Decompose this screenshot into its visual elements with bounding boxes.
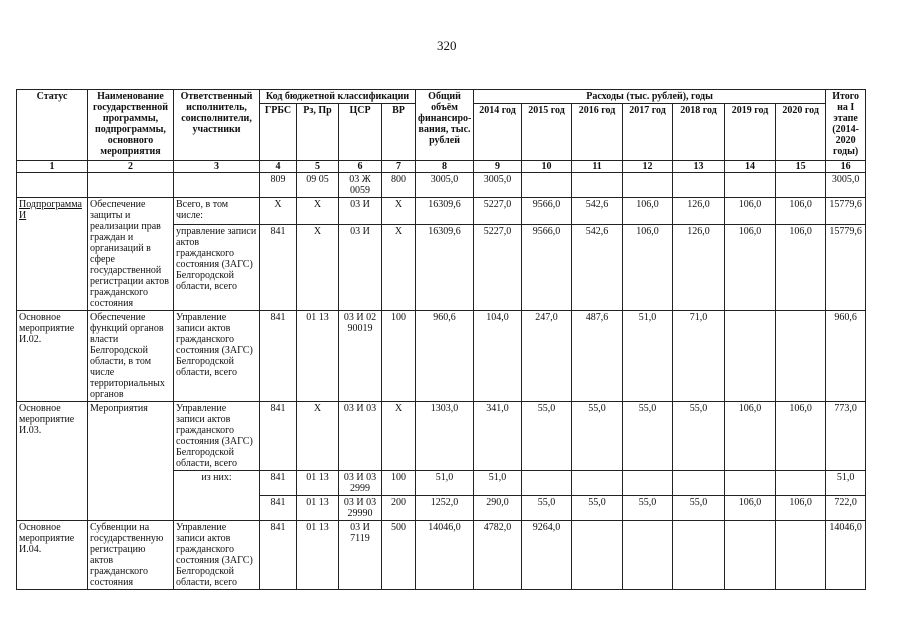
col-number: 15 — [776, 161, 826, 173]
cell-year: 106,0 — [776, 496, 826, 521]
table-row — [17, 198, 866, 225]
cell-year — [725, 173, 776, 198]
cell-grbs: 809 — [260, 173, 297, 198]
cell-year: 106,0 — [776, 198, 826, 225]
cell-year — [673, 173, 725, 198]
header-budget-code: Код бюджетной классификации — [260, 90, 416, 104]
table-row — [17, 173, 866, 198]
cell-name: Обеспечение функций органов власти Белгородской области, в том числе территориальных органов — [88, 311, 174, 402]
cell-year: 55,0 — [522, 496, 572, 521]
cell-itog: 773,0 — [826, 402, 866, 471]
cell-grbs: 841 — [260, 225, 297, 311]
header-stage-total: Итого на I этапе (2014-2020 годы) — [826, 90, 866, 161]
cell-status: Основное мероприятие И.04. — [17, 521, 88, 590]
header-grbs: ГРБС — [260, 104, 297, 161]
header-status: Статус — [17, 90, 88, 161]
cell-vr: 100 — [382, 311, 416, 402]
cell-year: 55,0 — [572, 402, 623, 471]
cell-name: Мероприятия — [88, 402, 174, 521]
cell-rzpr: 09 05 — [297, 173, 339, 198]
cell-rzpr: 01 13 — [297, 496, 339, 521]
header-executor: Ответственный исполнитель, соисполнители, участники — [174, 90, 260, 161]
cell-year: 106,0 — [776, 225, 826, 311]
cell-year: 9566,0 — [522, 198, 572, 225]
cell-executor: управление записи актов гражданского состояния (ЗАГС) Белгородской области, всего — [174, 225, 260, 311]
cell-rzpr: 01 13 — [297, 521, 339, 590]
cell-rzpr: Х — [297, 402, 339, 471]
budget-table — [16, 89, 866, 590]
col-number: 1 — [17, 161, 88, 173]
cell-total: 16309,6 — [416, 198, 474, 225]
cell-executor: Управление записи актов гражданского состояния (ЗАГС) Белгородской области, всего — [174, 521, 260, 590]
header-year: 2019 год — [725, 104, 776, 161]
cell-status: Основное мероприятие И.02. — [17, 311, 88, 402]
cell-itog: 51,0 — [826, 471, 866, 496]
col-number: 3 — [174, 161, 260, 173]
cell-total: 16309,6 — [416, 225, 474, 311]
cell-year: 542,6 — [572, 198, 623, 225]
cell-year: 106,0 — [725, 496, 776, 521]
cell-year: 71,0 — [673, 311, 725, 402]
header-year: 2015 год — [522, 104, 572, 161]
cell-vr: 200 — [382, 496, 416, 521]
col-number: 14 — [725, 161, 776, 173]
col-number: 16 — [826, 161, 866, 173]
cell-year — [572, 521, 623, 590]
cell-executor — [174, 173, 260, 198]
cell-csr: 03 И 02 90019 — [339, 311, 382, 402]
cell-status — [17, 173, 88, 198]
cell-itog: 722,0 — [826, 496, 866, 521]
header-rzpr: Рз, Пр — [297, 104, 339, 161]
cell-year — [623, 521, 673, 590]
cell-vr: 800 — [382, 173, 416, 198]
cell-year: 106,0 — [776, 402, 826, 471]
cell-rzpr: 01 13 — [297, 471, 339, 496]
cell-year: 106,0 — [725, 402, 776, 471]
cell-year — [725, 521, 776, 590]
cell-year: 3005,0 — [474, 173, 522, 198]
cell-year — [572, 471, 623, 496]
col-number: 7 — [382, 161, 416, 173]
cell-year: 290,0 — [474, 496, 522, 521]
header-expenses: Расходы (тыс. рублей), годы — [474, 90, 826, 104]
cell-year: 341,0 — [474, 402, 522, 471]
cell-grbs: 841 — [260, 311, 297, 402]
cell-year: 126,0 — [673, 225, 725, 311]
col-number: 9 — [474, 161, 522, 173]
cell-year — [522, 471, 572, 496]
cell-csr: 03 И 03 2999 — [339, 471, 382, 496]
cell-csr: 03 Ж 0059 — [339, 173, 382, 198]
header-csr: ЦСР — [339, 104, 382, 161]
cell-year: 106,0 — [725, 225, 776, 311]
cell-year: 9566,0 — [522, 225, 572, 311]
cell-year: 9264,0 — [522, 521, 572, 590]
cell-year — [725, 471, 776, 496]
cell-csr: 03 И — [339, 198, 382, 225]
cell-year — [522, 173, 572, 198]
cell-year: 51,0 — [474, 471, 522, 496]
cell-name: Субвенции на государственную регистрацию актов гражданского состояния — [88, 521, 174, 590]
cell-year: 55,0 — [623, 402, 673, 471]
header-vr: ВР — [382, 104, 416, 161]
header-year: 2017 год — [623, 104, 673, 161]
cell-grbs: Х — [260, 198, 297, 225]
cell-vr: Х — [382, 402, 416, 471]
cell-name: Обеспечение защиты и реализации прав граждан и организаций в сфере государственной регистрации актов гражданского состояния — [88, 198, 174, 311]
col-number: 5 — [297, 161, 339, 173]
cell-year: 126,0 — [673, 198, 725, 225]
header-year: 2016 год — [572, 104, 623, 161]
cell-year: 55,0 — [572, 496, 623, 521]
cell-status: Подпрограмма И — [17, 198, 88, 311]
cell-year: 55,0 — [522, 402, 572, 471]
page-number: 320 — [437, 38, 457, 53]
cell-itog: 15779,6 — [826, 198, 866, 225]
table-row — [17, 521, 866, 590]
cell-year: 5227,0 — [474, 198, 522, 225]
cell-year — [776, 471, 826, 496]
cell-executor: Управление записи актов гражданского состояния (ЗАГС) Белгородской области, всего — [174, 311, 260, 402]
cell-executor: из них: — [174, 471, 260, 521]
cell-total: 14046,0 — [416, 521, 474, 590]
header-year: 2014 год — [474, 104, 522, 161]
header-name: Наименование государственной программы, подпрограммы, основного мероприятия — [88, 90, 174, 161]
col-number: 6 — [339, 161, 382, 173]
cell-itog: 3005,0 — [826, 173, 866, 198]
cell-csr: 03 И 03 — [339, 402, 382, 471]
cell-year: 542,6 — [572, 225, 623, 311]
cell-rzpr: 01 13 — [297, 311, 339, 402]
cell-rzpr: Х — [297, 225, 339, 311]
cell-vr: Х — [382, 225, 416, 311]
column-number-row — [17, 161, 866, 173]
table-row — [17, 402, 866, 471]
cell-grbs: 841 — [260, 402, 297, 471]
cell-year: 55,0 — [673, 496, 725, 521]
cell-vr: 500 — [382, 521, 416, 590]
col-number: 10 — [522, 161, 572, 173]
cell-total: 3005,0 — [416, 173, 474, 198]
col-number: 4 — [260, 161, 297, 173]
header-year: 2018 год — [673, 104, 725, 161]
cell-name — [88, 173, 174, 198]
cell-total: 960,6 — [416, 311, 474, 402]
cell-itog: 14046,0 — [826, 521, 866, 590]
cell-total: 1303,0 — [416, 402, 474, 471]
cell-itog: 15779,6 — [826, 225, 866, 311]
cell-itog: 960,6 — [826, 311, 866, 402]
cell-year: 487,6 — [572, 311, 623, 402]
cell-year: 4782,0 — [474, 521, 522, 590]
cell-year — [673, 521, 725, 590]
cell-year: 106,0 — [623, 225, 673, 311]
cell-total: 1252,0 — [416, 496, 474, 521]
cell-year — [623, 471, 673, 496]
cell-status: Основное мероприятие И.03. — [17, 402, 88, 521]
cell-year — [776, 521, 826, 590]
cell-csr: 03 И 03 29990 — [339, 496, 382, 521]
cell-csr: 03 И 7119 — [339, 521, 382, 590]
cell-year — [776, 311, 826, 402]
cell-year: 55,0 — [673, 402, 725, 471]
cell-grbs: 841 — [260, 471, 297, 496]
col-number: 2 — [88, 161, 174, 173]
cell-year — [725, 311, 776, 402]
cell-total: 51,0 — [416, 471, 474, 496]
table-row — [17, 311, 866, 402]
cell-year: 106,0 — [623, 198, 673, 225]
col-number: 8 — [416, 161, 474, 173]
cell-vr: 100 — [382, 471, 416, 496]
col-number: 11 — [572, 161, 623, 173]
cell-year: 51,0 — [623, 311, 673, 402]
cell-executor: Управление записи актов гражданского состояния (ЗАГС) Белгородской области, всего — [174, 402, 260, 471]
cell-rzpr: Х — [297, 198, 339, 225]
cell-year: 247,0 — [522, 311, 572, 402]
header-year: 2020 год — [776, 104, 826, 161]
cell-year: 5227,0 — [474, 225, 522, 311]
cell-year — [623, 173, 673, 198]
cell-vr: Х — [382, 198, 416, 225]
cell-year — [572, 173, 623, 198]
cell-year: 104,0 — [474, 311, 522, 402]
header-total: Общий объём финансиро-вания, тыс. рублей — [416, 90, 474, 161]
cell-year: 55,0 — [623, 496, 673, 521]
cell-year — [673, 471, 725, 496]
cell-csr: 03 И — [339, 225, 382, 311]
col-number: 12 — [623, 161, 673, 173]
cell-executor: Всего, в том числе: — [174, 198, 260, 225]
col-number: 13 — [673, 161, 725, 173]
cell-grbs: 841 — [260, 496, 297, 521]
cell-year — [776, 173, 826, 198]
cell-year: 106,0 — [725, 198, 776, 225]
cell-grbs: 841 — [260, 521, 297, 590]
